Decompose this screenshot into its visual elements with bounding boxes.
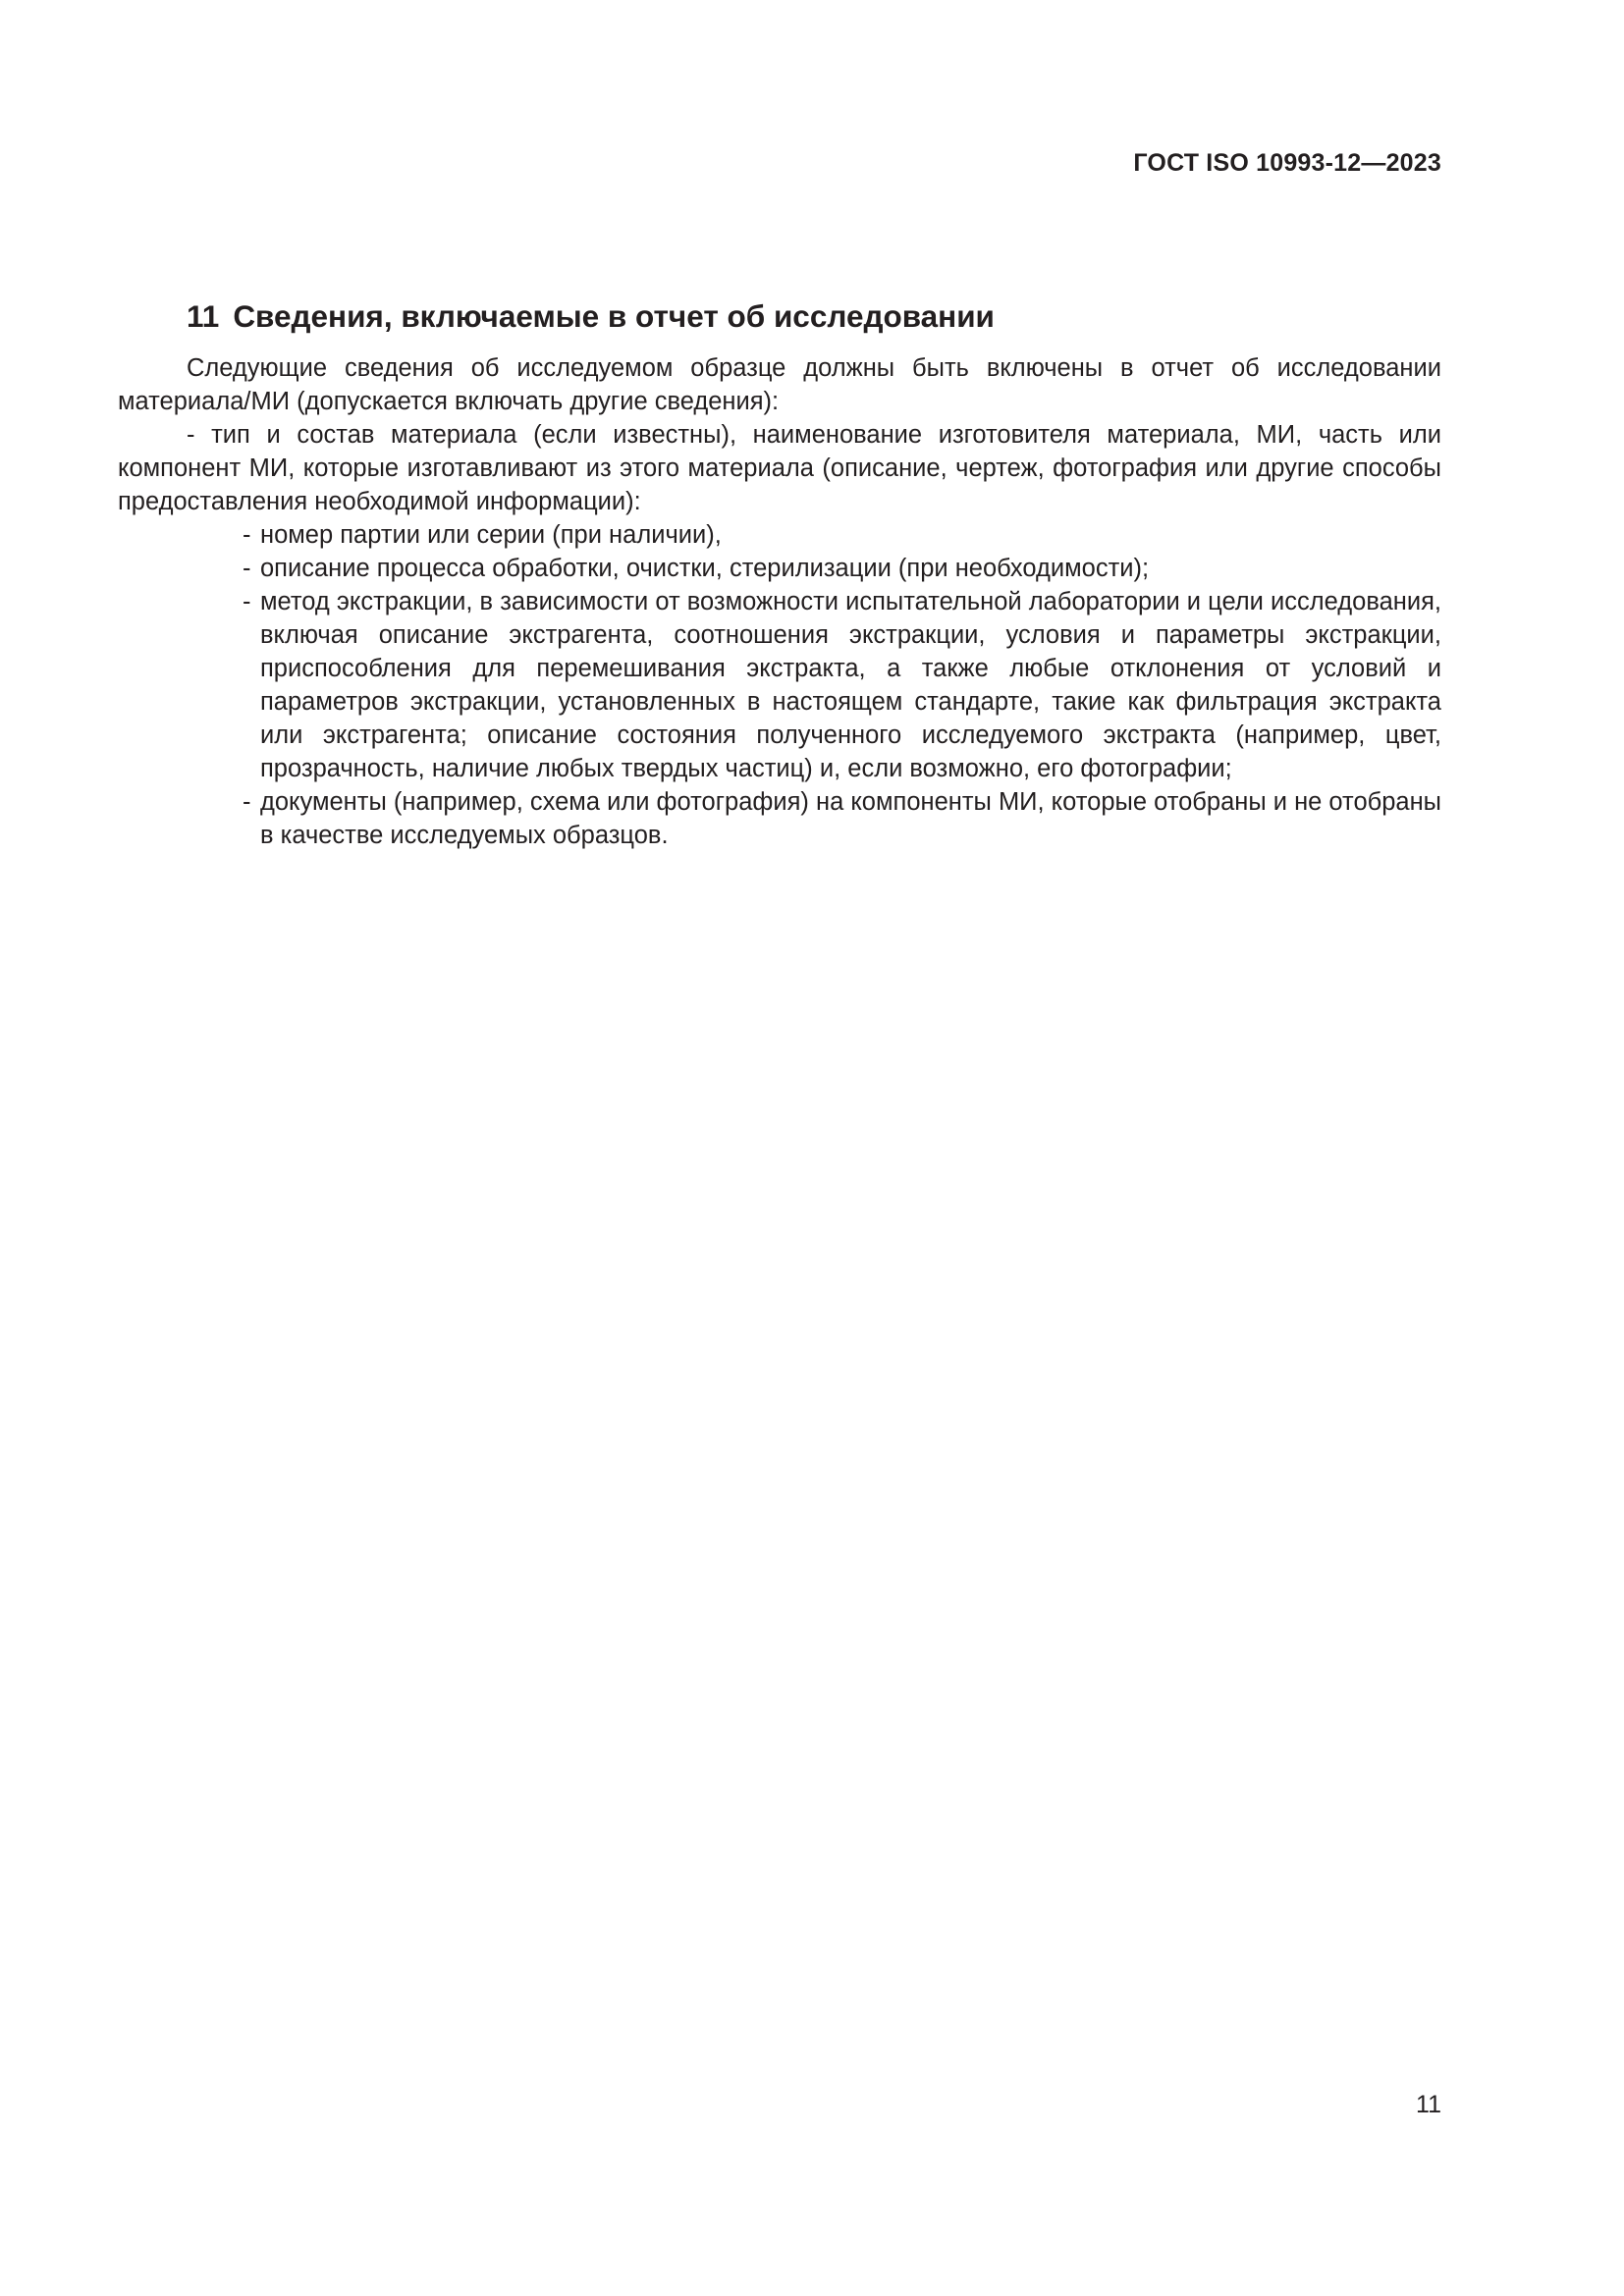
section-number: 11: [187, 298, 220, 334]
list-marker: -: [243, 555, 251, 582]
section-heading: [118, 296, 1441, 336]
page-number: 11: [1416, 2091, 1441, 2118]
list-marker: -: [243, 588, 251, 615]
list-item-text: номер партии или серии (при наличии),: [260, 521, 722, 549]
list-item: [243, 785, 1441, 852]
list-marker: -: [243, 521, 251, 549]
intro-paragraph: Следующие сведения об исследуемом образце должны быть включены в отчет об исследовании материала/МИ (допускается включать другие сведения):: [118, 354, 1441, 415]
first-item-paragraph: - тип и состав материала (если известны), наименование изготовителя материала, МИ, часть или компонент МИ, которые изготавливают из этого материала (описание, чертеж, фотография или другие способы предоставления необходимой информации):: [118, 421, 1441, 515]
list-marker: -: [243, 788, 251, 816]
list-item-text: описание процесса обработки, очистки, стерилизации (при необходимости);: [260, 555, 1150, 582]
section-title: Сведения, включаемые в отчет об исследовании: [233, 298, 995, 334]
list-item: [243, 518, 1441, 552]
list-item: [243, 585, 1441, 785]
document-number: ГОСТ ISO 10993-12—2023: [1133, 149, 1441, 177]
list-item-text: документы (например, схема или фотография) на компоненты МИ, которые отобраны и не отобраны в качестве исследуемых образцов.: [260, 788, 1442, 849]
details-list: [118, 518, 1441, 852]
list-item-text: метод экстракции, в зависимости от возможности испытательной лаборатории и цели исследования, включая описание экстрагента, соотношения экстракции, условия и параметры экстракции, приспособления для перемешивания экстракта, а также любые отклонения от условий и параметров экстракции, установленных в настоящем стандарте, такие как фильтрация экстракта или экстрагента; описание состояния полученного исследуемого экстракта (например, цвет, прозрачность, наличие любых твердых частиц) и, если возможно, его фотографии;: [260, 588, 1441, 782]
list-item: [243, 552, 1441, 585]
page-content: [118, 296, 1441, 852]
